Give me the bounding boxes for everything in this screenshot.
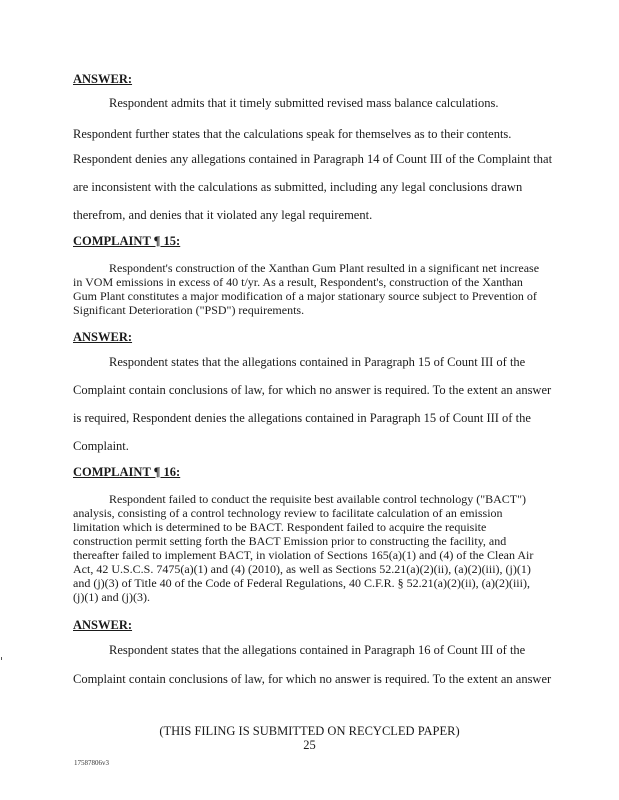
body-line: Complaint. <box>73 439 129 453</box>
quoted-line: Significant Deterioration ("PSD") requirements. <box>73 303 305 317</box>
body-line: Respondent states that the allegations contained in Paragraph 16 of Count III of the <box>109 643 526 657</box>
body-line: Respondent admits that it timely submitted revised mass balance calculations. <box>109 96 499 110</box>
recycled-paper-notice: (THIS FILING IS SUBMITTED ON RECYCLED PAPER) <box>159 724 460 738</box>
quoted-line: (j)(1) and (j)(3). <box>73 590 150 604</box>
body-line: is required, Respondent denies the allegations contained in Paragraph 15 of Count III of the <box>73 411 531 425</box>
quoted-line: limitation which is determined to be BACT. Respondent failed to acquire the requisite <box>73 520 487 534</box>
section-heading-answer: ANSWER: <box>73 618 133 632</box>
scan-artifact-mark <box>1 657 2 660</box>
body-line: therefrom, and denies that it violated any legal requirement. <box>73 208 373 222</box>
quoted-line: construction permit setting forth the BACT Emission prior to constructing the facility, and <box>73 534 507 548</box>
body-line: are inconsistent with the calculations as submitted, including any legal conclusions drawn <box>73 180 523 194</box>
section-heading-complaint-15: COMPLAINT ¶ 15: <box>73 234 181 248</box>
quoted-line: and (j)(3) of Title 40 of the Code of Federal Regulations, 40 C.F.R. § 52.21(a)(2)(ii), (a)(2)(iii), <box>73 576 530 590</box>
body-line: Respondent states that the allegations contained in Paragraph 15 of Count III of the <box>109 355 526 369</box>
body-line: Complaint contain conclusions of law, for which no answer is required. To the extent an answer <box>73 672 552 686</box>
quoted-line: Respondent failed to conduct the requisite best available control technology ("BACT") <box>109 492 527 506</box>
quoted-line: Gum Plant constitutes a major modification of a major stationary source subject to Prevention of <box>73 289 537 303</box>
document-id: 17587806v3 <box>74 759 109 767</box>
section-heading-answer: ANSWER: <box>73 330 133 344</box>
quoted-line: Respondent's construction of the Xanthan Gum Plant resulted in a significant net increase <box>109 261 540 275</box>
body-line: Complaint contain conclusions of law, for which no answer is required. To the extent an answer <box>73 383 552 397</box>
quoted-line: Act, 42 U.S.C.S. 7475(a)(1) and (4) (2010), as well as Sections 52.21(a)(2)(ii), (a)(2)(iii), (j)(1) <box>73 562 531 576</box>
quoted-line: in VOM emissions in excess of 40 t/yr. As a result, Respondent's, construction of the Xanthan <box>73 275 523 289</box>
body-line: Respondent denies any allegations contained in Paragraph 14 of Count III of the Complaint that <box>73 152 553 166</box>
quoted-line: analysis, consisting of a control technology review to facilitate calculation of an emission <box>73 506 503 520</box>
body-line: Respondent further states that the calculations speak for themselves as to their contents. <box>73 127 512 141</box>
section-heading-answer: ANSWER: <box>73 72 133 86</box>
page-number: 25 <box>303 738 316 752</box>
quoted-line: thereafter failed to implement BACT, in violation of Sections 165(a)(1) and (4) of the Clean Air <box>73 548 534 562</box>
section-heading-complaint-16: COMPLAINT ¶ 16: <box>73 465 181 479</box>
